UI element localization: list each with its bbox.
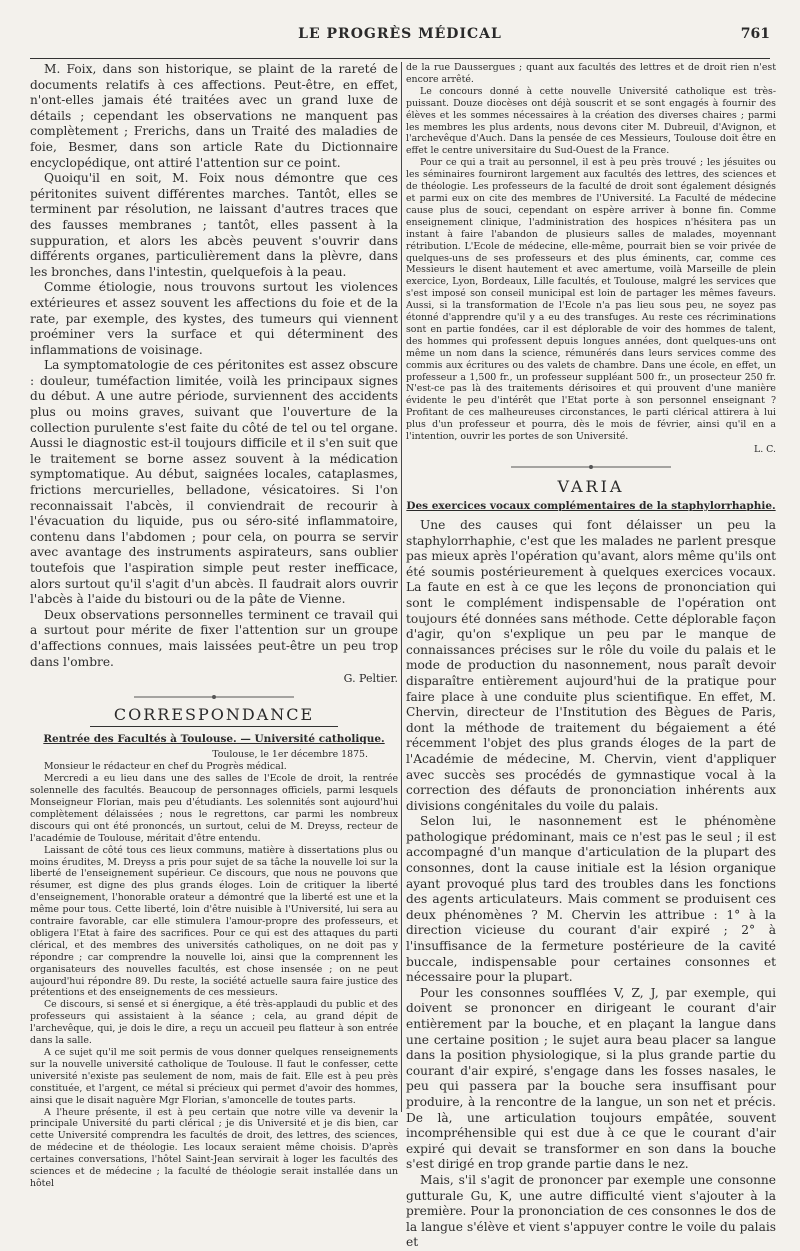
dateline: Toulouse, le 1er décembre 1875. (212, 749, 368, 761)
page-header (30, 26, 770, 48)
paragraph: Laissant de côté tous ces lieux communs, matière à dissertations plus ou moins érudites, M. Dreyss a pris pour sujet de sa tâche la nouvelle loi sur la liberté de l'enseignement supérieur. Ce discours, que nous ne pouvons que résumer, est digne des plus grands éloges. Loin de critiquer la liberté d'enseignement, l'honorable orateur a démontré que la liberté est une et la même pour tous. Cette liberté, loin d'être nuisible à l'Université, lui sera au contraire favorable, car elle stimulera l'amour-propre des professeurs, et obligera l'Etat à faire des sacrifices. Pour ce qui est des attaques du parti clérical, et des membres des universités catholiques, on ne doit pas y répondre ; car comprendre la nouvelle loi, ainsi que la comprennent les organisateurs des nouvelles facultés, est chose insensée ; on ne peut aujourd'hui répondre 89. Du reste, la société actuelle saura faire justice des prétentions et des enseignements de ces messieurs. (30, 844, 398, 999)
column-divider (401, 62, 402, 1112)
paragraph: Pour les consonnes soufflées V, Z, J, par exemple, qui doivent se prononcer en dirigeant le courant d'air entièrement par la bouche, et en plaçant la langue dans une certaine position ; le sujet aura beau placer sa langue dans la position physiologique, si la plus grande partie du courant d'air expiré, s'engage dans les fosses nasales, le peu qui passera par la bouche sera insuffisant pour produire, à la rencontre de la langue, un son net et précis. De là, une articulation toujours empâtée, souvent incompréhensible qui est due à ce que le courant d'air expiré qui devait se transformer en son dans la bouche s'est dirigé en trop grande partie dans le nez. (406, 985, 776, 1172)
left-column (30, 62, 398, 1190)
right-column (406, 62, 776, 1251)
paragraph: Deux observations personnelles terminent ce travail qui a surtout pour mérite de fixer l'attention sur un groupe d'affections connues, mais laissées peut-être un peu trop dans l'ombre. (30, 607, 398, 669)
paragraph: Une des causes qui font délaisser un peu la staphylorrhaphie, c'est que les malades ne parlent presque pas mieux après l'opération qu'avant, alors même qu'ils ont été soumis postérieurement à quelques exercices vocaux. La faute en est à ce que les leçons de prononciation qui sont le complément indispensable de l'opération ont toujours été données sans méthode. Cette déplorable façon d'agir, qu'on s'explique un peu par le manque de connaissances précises sur le rôle du voile du palais et le mode de production du nasonnement, nous paraît devoir disparaître entièrement aujourd'hui de la pratique pour faire place à une conduite plus scientifique. En effet, M. Chervin, directeur de l'Institution des Bègues de Paris, dont la méthode de traitement du bégaiement a été récemment l'objet des plus grands éloges de la part de l'Académie de médecine, M. Chervin, vient d'appliquer avec succès ses procédés de gymnastique vocal à la correction des défauts de prononciation inhérents aux divisions congénitales du voile du palais. (406, 518, 776, 813)
paragraph: Selon lui, le nasonnement est le phénomène pathologique prédominant, mais ce n'est pas le seul ; il est accompagné d'un manque d'articulation de la plupart des consonnes, dont la cause initiale est la lésion organique ayant provoqué plus tard des troubles dans les fonctions des agents articulateurs. Mais comment se produisent ces deux phénomènes ? M. Chervin les attribue : 1° à la direction vicieuse du courant d'air expiré ; 2° à l'insuffisance de la fermeture postérieure de la cavité buccale, indispensable pour certaines consonnes et nécessaire pour la plupart. (406, 814, 776, 985)
paragraph: Quoiqu'il en soit, M. Foix nous démontre que ces péritonites suivent différentes marches. Tantôt, elles se terminent par résolution, ne laissant d'autres traces que des fausses membranes ; tantôt, elles passent à la suppuration, et alors les abcès peuvent s'ouvrir dans différents organes, particulièrement dans la plèvre, dans les bronches, dans l'intestin, quelquefois à la peau. (30, 171, 398, 279)
author-signature: L. C. (753, 444, 776, 455)
section-title-varia: VARIA (557, 477, 625, 496)
article-subtitle: Des exercices vocaux complémentaires de la staphylorrhaphie. (406, 500, 776, 512)
paragraph: Mais, s'il s'agit de prononcer par exemple une consonne gutturale Gu, K, une autre difficulté vient s'ajouter à la première. Pour la prononciation de ces consonnes le dos de la langue s'élève et vient s'appuyer contre le voile du palais et (406, 1172, 776, 1250)
paragraph: Mercredi a eu lieu dans une des salles de l'Ecole de droit, la rentrée solennelle des facultés. Beaucoup de personnages officiels, parmi lesquels Monseigneur Florian, mais peu d'étudiants. Les solennités sont aujourd'hui complètement délaissées ; nous le regrettons, car parmi les nombreux discours qui ont été prononcés, un surtout, celui de M. Dreyss, recteur de l'académie de Toulouse, méritait d'être entendu. (30, 773, 398, 844)
paragraph: A ce sujet qu'il me soit permis de vous donner quelques renseignements sur la nouvelle université catholique de Toulouse. Il faut le confesser, cette université n'existe pas seulement de nom, mais de fait. Elle est à peu près constituée, et l'argent, ce métal si précieux qui permet d'avoir des hommes, ainsi que le disait naguère Mgr Florian, s'amoncelle de toutes parts. (30, 1047, 398, 1106)
journal-title: LE PROGRÈS MÉDICAL (298, 26, 502, 42)
paragraph: M. Foix, dans son historique, se plaint de la rareté de documents relatifs à ces affections. Peut-être, en effet, n'ont-elles jamais été traitées avec un grand luxe de détails ; cependant les observations ne manquent pas complètement ; Frerichs, dans un Traité des maladies de foie, Besmer, dans son article Rate du Dictionnaire encyclopédique, ont attiré l'attention sur ce point. (30, 62, 398, 170)
paragraph: La symptomatologie de ces péritonites est assez obscure : douleur, tuméfaction limitée, voilà les principaux signes du début. A une autre période, surviennent des accidents plus ou moins graves, suivant que l'ouverture de la collection purulente s'est faite du côté de tel ou tel organe. Aussi le diagnostic est-il toujours difficile et il s'en suit que le traitement se borne assez souvent à la médication symptomatique. Au début, saignées locales, cataplasmes, frictions mercurielles, belladone, vésicatoires. Si l'on reconnaissait l'abcès, il conviendrait de recourir à l'évacuation du liquide, pus ou séro-sité inflammatoire, contenu dans l'abdomen ; pour cela, on pourra se servir avec avantage des instruments aspirateurs, sans oublier toutefois que l'aspiration simple peut rester inefficace, alors surtout qu'il s'agit d'un abcès. Il faudrait alors ouvrir l'abcès à l'aide du bistouri ou de la pâte de Vienne. (30, 358, 398, 607)
paragraph: Pour ce qui a trait au personnel, il est à peu près trouvé ; les jésuites ou les séminaires fourniront largement aux facultés des lettres, des sciences et de théologie. Les professeurs de la faculté de droit sont également désignés et parmi eux on cite des membres de l'Université. La Faculté de médecine cause plus de souci, cependant on espère arriver à bonne fin. Comme enseignement clinique, l'administration des hospices n'hésitera pas un instant à faire l'abandon de plusieurs salles de malades, moyennant rétribution. L'Ecole de médecine, elle-même, pourrait bien se voir privée de quelques-uns de ses professeurs et des plus éminents, car, comme ces Messieurs le disent hautement et avec amertume, voilà Marseille de plein exercice, Lyon, Bordeaux, Lille facultés, et Toulouse, malgré les services que s'est imposé son conseil municipal est loin de partager les mêmes faveurs. Aussi, si la transformation de l'Ecole n'a pas lieu sous peu, ne soyez pas étonné d'apprendre qu'il y a eu des transfuges. Au reste ces récriminations sont en partie fondées, car il est déplorable de voir des hommes de talent, des hommes qui professent depuis longues années, dont quelques-uns ont même un nom dans la science, rémunérés dans leurs services comme des commis aux écritures ou des valets de chambre. Dans une école, en effet, un professeur a 1,500 fr., un professeur suppléant 500 fr., un prosecteur 250 fr. N'est-ce pas là des traitements dérisoires et qui prouvent d'une manière évidente le peu d'intérêt que l'Etat porte à son personnel enseignant ? Profitant de ces malheureuses circonstances, le parti clérical attirera à lui plus d'un professeur et pourra, dès le mois de février, ainsi qu'il en a l'intention, ouvrir les portes de son Université. (406, 157, 776, 443)
paragraph: Comme étiologie, nous trouvons surtout les violences extérieures et assez souvent les affections du foie et de la rate, par exemple, des kystes, des tumeurs qui viennent proéminer vers la surface et qui déterminent des inflammations de voisinage. (30, 280, 398, 357)
paragraph: Ce discours, si sensé et si énergique, a été très-applaudi du public et des professeurs qui assistaient à la séance ; cela, au grand dépit de l'archevêque, qui, je dois le dire, a reçu un accueil peu flatteur à son entrée dans la salle. (30, 999, 398, 1047)
salutation: Monsieur le rédacteur en chef du Progrès médical. (44, 761, 287, 773)
paragraph: de la rue Daussergues ; quant aux facultés des lettres et de droit rien n'est encore arrêté. (406, 62, 776, 85)
section-title-correspondance: CORRESPONDANCE (90, 705, 338, 727)
paragraph: Le concours donné à cette nouvelle Université catholique est très-puissant. Douze diocèses ont déjà souscrit et se sont engagés à fournir des élèves et les sommes nécessaires à la création des diverses chaires ; parmi les membres les plus ardents, nous devons citer M. Dubreuil, d'Avignon, et l'archevêque d'Auch. Dans la pensée de ces Messieurs, Toulouse doit être en effet le centre universitaire du Sud-Ouest de la France. (406, 85, 776, 157)
ornament-divider (511, 463, 671, 471)
page-number: 761 (740, 26, 770, 42)
author-signature: G. Peltier. (343, 672, 398, 686)
ornament-divider (134, 693, 294, 701)
article-subtitle: Rentrée des Facultés à Toulouse. — Université catholique. (43, 733, 385, 746)
header-rule (30, 58, 770, 59)
paragraph: A l'heure présente, il est à peu certain que notre ville va devenir la principale Université du parti clérical ; je dis Université et je dis bien, car cette Université comprendra les facultés de droit, des lettres, des sciences, de médecine et de théologie. Les locaux seraient même choisis. D'après certaines conversations, l'hôtel Saint-Jean servirait à loger les facultés des sciences et de médecine ; la faculté de théologie serait installée dans un hôtel (30, 1106, 398, 1189)
